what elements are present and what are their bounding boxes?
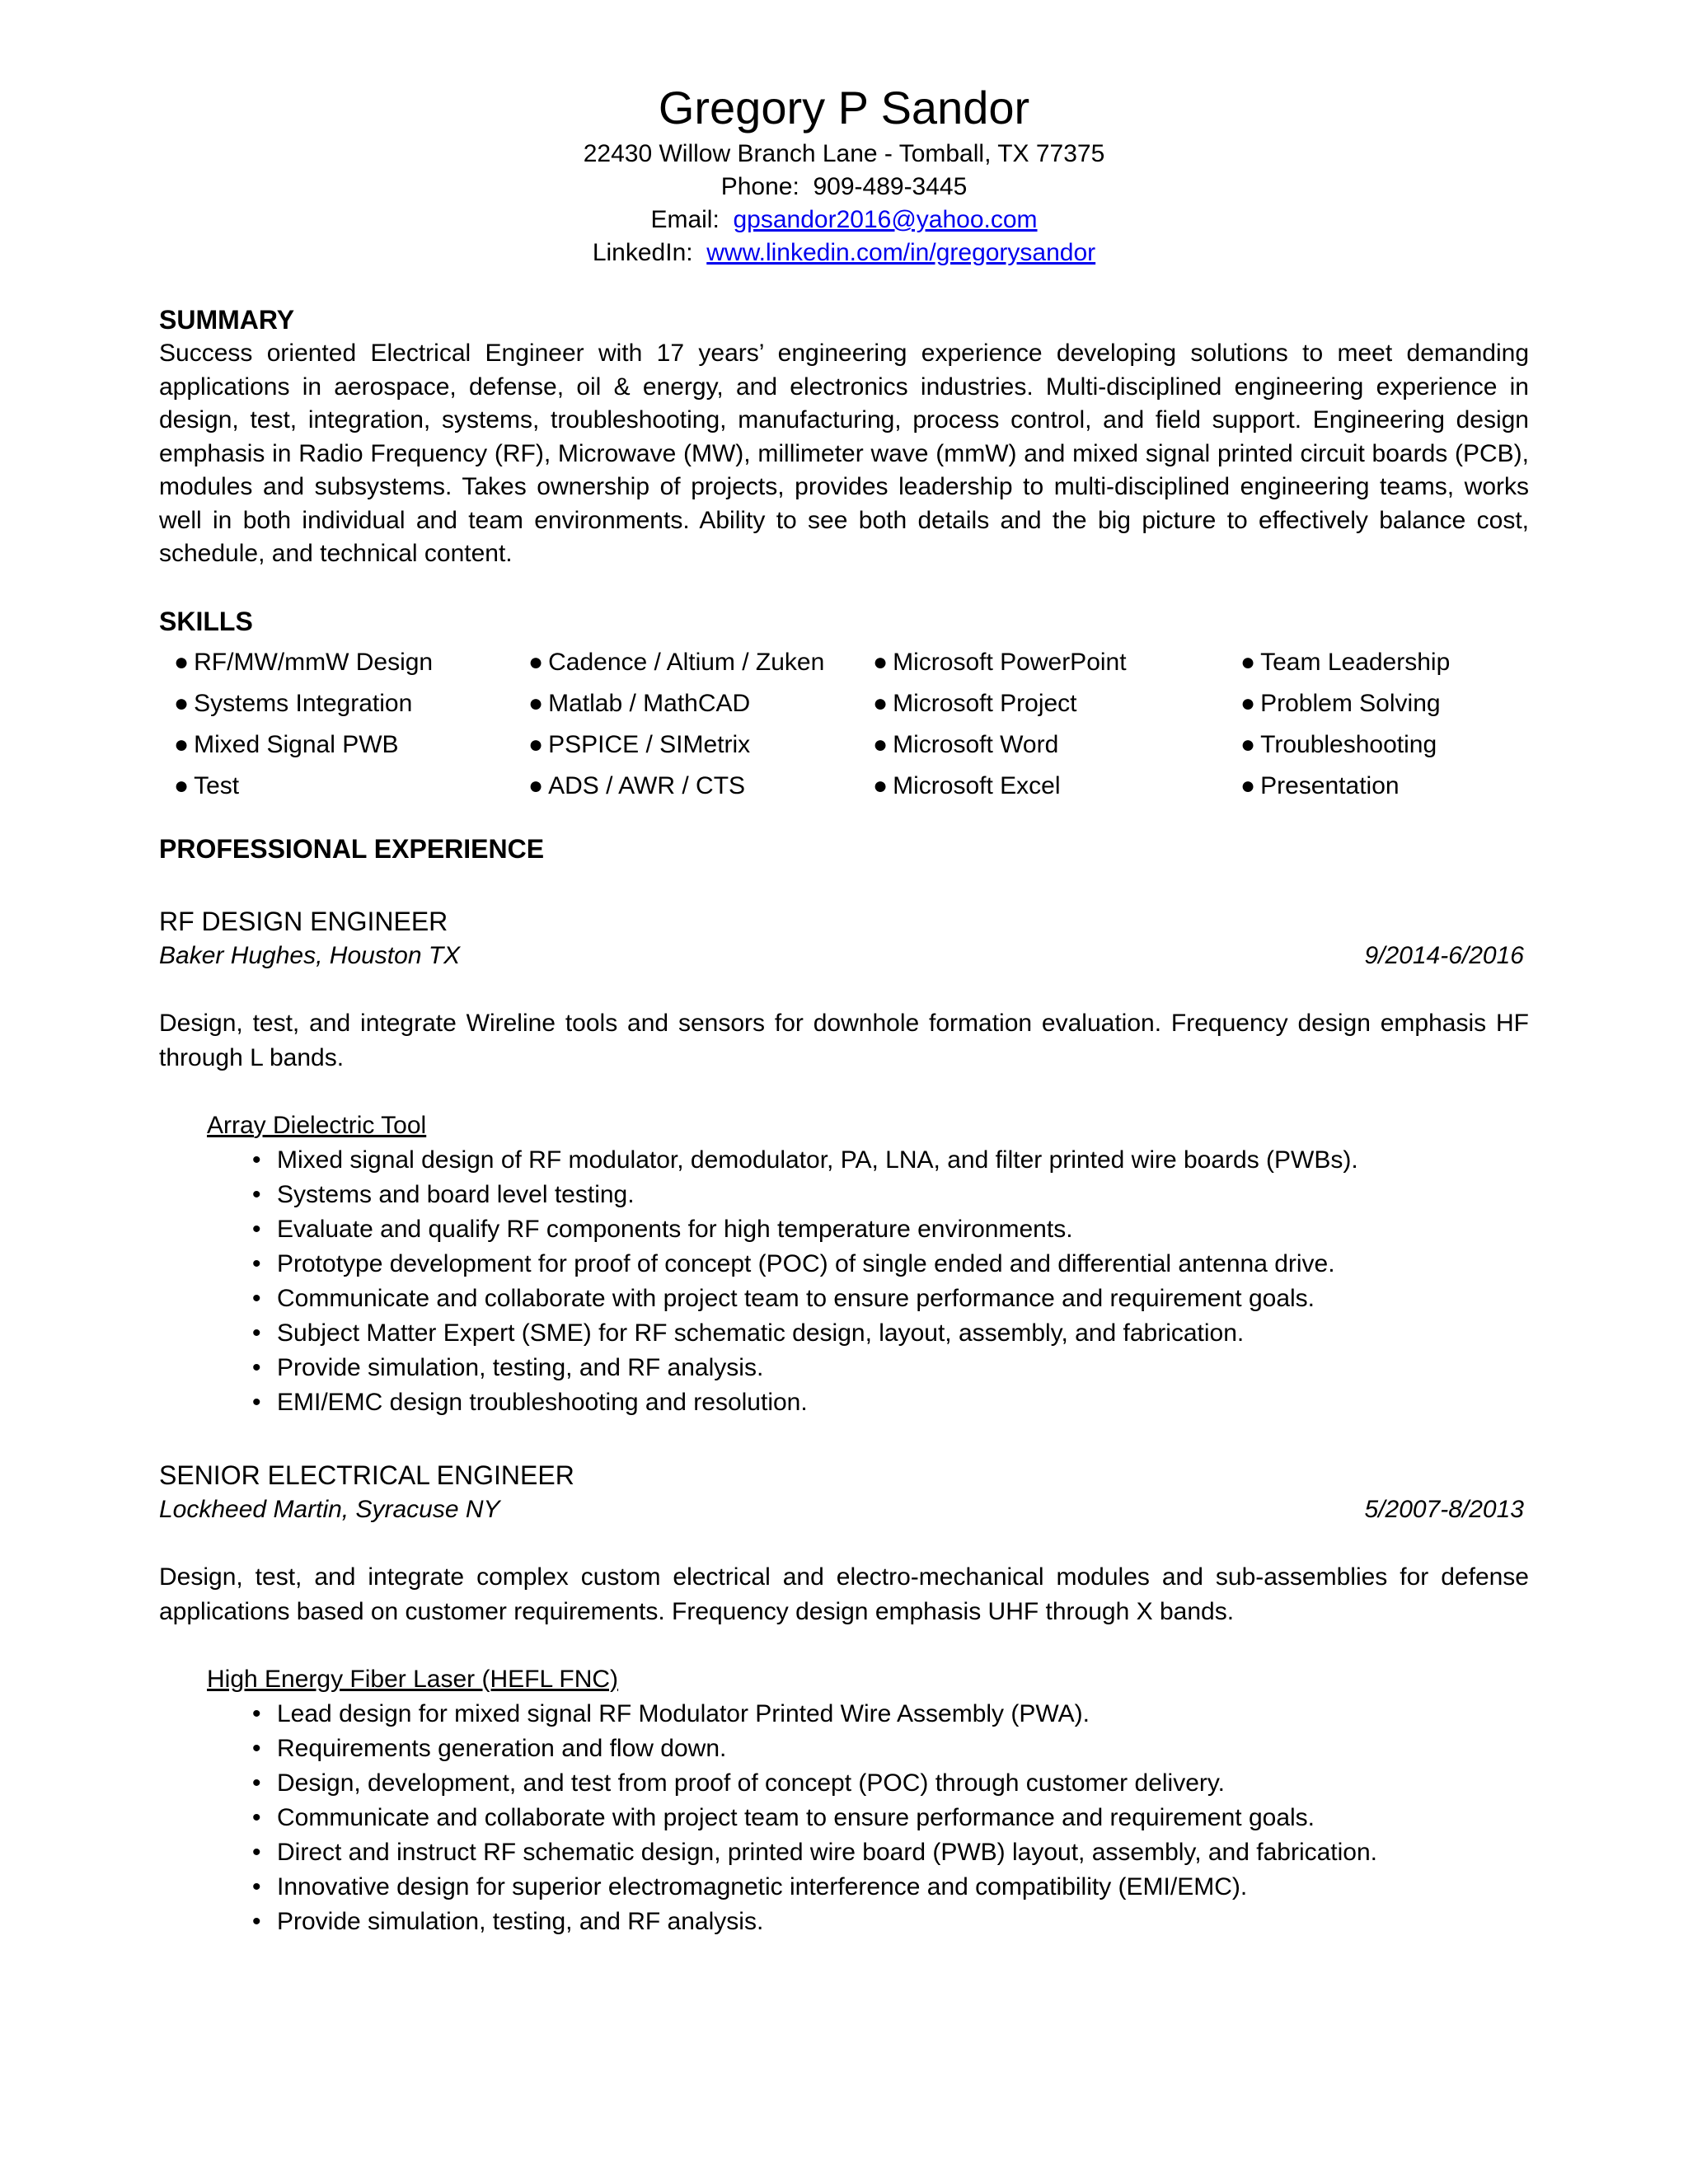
list-item: • Design, development, and test from proof of concept (POC) through customer delivery.	[252, 1766, 1529, 1801]
job-entry	[159, 904, 1529, 1420]
skills-grid	[159, 642, 1529, 807]
email-line	[159, 204, 1529, 237]
list-item: • Lead design for mixed signal RF Modulator Printed Wire Assembly (PWA).	[252, 1697, 1529, 1732]
job-dates: 5/2007-8/2013	[1364, 1495, 1524, 1523]
resume-page	[159, 78, 1529, 1939]
bullet-list	[207, 1143, 1529, 1420]
bullet-icon: •	[252, 1215, 261, 1243]
bullet-icon: ●	[873, 648, 889, 676]
summary-text: Success oriented Electrical Engineer with 17 years’ engineering experience developing solutions to meet demanding applications in aerospace, defense, oil & energy, and electronics industries. Multi-disciplined engineering experience in design, test, integration, systems, troubleshooting, manufacturing, process control, and field support. Engineering design emphasis in Radio Frequency (RF), Microwave (MW), millimeter wave (mmW) and mixed signal printed circuit boards (PCB), modules and subsystems. Takes ownership of projects, provides leadership to multi-disciplined engineering teams, works well in both individual and team environments. Ability to see both details and the big picture to effectively balance cost, schedule, and technical content.	[159, 340, 1529, 567]
bullet-icon: •	[252, 1249, 261, 1277]
linkedin-line	[159, 237, 1529, 269]
list-item: • EMI/EMC design troubleshooting and resolution.	[252, 1385, 1529, 1420]
skill-item: ● Team Leadership	[1240, 648, 1451, 676]
skill-item: ● Matlab / MathCAD	[528, 689, 751, 717]
email-label: Email:	[650, 206, 720, 233]
skill-item: ● PSPICE / SIMetrix	[528, 730, 751, 758]
bullet-icon: •	[252, 1803, 261, 1831]
linkedin-label: LinkedIn:	[592, 239, 693, 266]
list-item: • Evaluate and qualify RF components for high temperature environments.	[252, 1212, 1529, 1247]
bullet-icon: •	[252, 1146, 261, 1174]
bullet-icon: •	[252, 1872, 261, 1900]
skill-item: ● ADS / AWR / CTS	[528, 771, 746, 799]
job-dates: 9/2014-6/2016	[1364, 941, 1524, 969]
project-name: Array Dielectric Tool	[207, 1111, 427, 1139]
job-title: RF DESIGN ENGINEER	[159, 906, 448, 936]
skill-item: ● Presentation	[1240, 771, 1400, 799]
skill-item: ● Microsoft Word	[873, 730, 1059, 758]
bullet-icon: •	[252, 1769, 261, 1797]
bullet-icon: •	[252, 1838, 261, 1866]
resume-header	[159, 78, 1529, 269]
skill-item: ● Troubleshooting	[1240, 730, 1437, 758]
list-item: • Communicate and collaborate with project team to ensure performance and requirement goals.	[252, 1801, 1529, 1835]
phone-number: 909-489-3445	[813, 173, 968, 200]
candidate-name: Gregory P Sandor	[658, 82, 1030, 134]
skill-item: ● Microsoft PowerPoint	[873, 648, 1127, 676]
list-item: • Subject Matter Expert (SME) for RF schematic design, layout, assembly, and fabrication.	[252, 1316, 1529, 1351]
bullet-icon: ●	[174, 689, 190, 717]
bullet-icon: •	[252, 1734, 261, 1762]
bullet-list	[207, 1697, 1529, 1939]
skill-item: ● Cadence / Altium / Zuken	[528, 648, 825, 676]
project-name: High Energy Fiber Laser (HEFL FNC)	[207, 1665, 619, 1693]
list-item: • Innovative design for superior electromagnetic interference and compatibility (EMI/EMC).	[252, 1870, 1529, 1905]
project-block	[207, 1108, 1529, 1420]
bullet-icon: •	[252, 1388, 261, 1416]
bullet-icon: •	[252, 1284, 261, 1312]
list-item: • Prototype development for proof of concept (POC) of single ended and differential antenna drive.	[252, 1247, 1529, 1282]
bullet-icon: ●	[174, 730, 190, 758]
list-item: • Requirements generation and flow down.	[252, 1732, 1529, 1766]
skill-item: ● RF/MW/mmW Design	[174, 648, 434, 676]
skill-item: ● Problem Solving	[1240, 689, 1441, 717]
list-item: • Provide simulation, testing, and RF analysis.	[252, 1351, 1529, 1385]
skill-item: ● Systems Integration	[174, 689, 413, 717]
address: 22430 Willow Branch Lane - Tomball, TX 77375	[583, 140, 1105, 167]
bullet-icon: ●	[1240, 648, 1256, 676]
bullet-icon: ●	[528, 730, 544, 758]
skill-item: ● Test	[174, 771, 240, 799]
project-block	[207, 1662, 1529, 1939]
list-item: • Provide simulation, testing, and RF analysis.	[252, 1905, 1529, 1939]
skill-item: ● Microsoft Project	[873, 689, 1077, 717]
experience-heading: PROFESSIONAL EXPERIENCE	[159, 833, 545, 864]
bullet-icon: ●	[873, 730, 889, 758]
job-company-line	[159, 939, 1529, 973]
bullet-icon: •	[252, 1180, 261, 1208]
bullet-icon: ●	[1240, 730, 1256, 758]
job-description: Design, test, and integrate Wireline tools and sensors for downhole formation evaluation. Frequency design emphasis HF through L bands.	[159, 1009, 1529, 1071]
summary-heading: SUMMARY	[159, 305, 295, 335]
job-title: SENIOR ELECTRICAL ENGINEER	[159, 1460, 574, 1490]
bullet-icon: ●	[873, 771, 889, 799]
job-company: Baker Hughes, Houston TX	[159, 941, 461, 969]
bullet-icon: •	[252, 1353, 261, 1381]
list-item: • Systems and board level testing.	[252, 1178, 1529, 1212]
phone-line	[159, 171, 1529, 204]
bullet-icon: ●	[528, 648, 544, 676]
bullet-icon: •	[252, 1319, 261, 1347]
bullet-icon: ●	[528, 771, 544, 799]
job-company-line	[159, 1493, 1529, 1527]
job-company: Lockheed Martin, Syracuse NY	[159, 1495, 500, 1523]
list-item: • Mixed signal design of RF modulator, demodulator, PA, LNA, and filter printed wire boards (PWBs).	[252, 1143, 1529, 1178]
bullet-icon: ●	[1240, 771, 1256, 799]
job-entry	[159, 1458, 1529, 1939]
job-description: Design, test, and integrate complex custom electrical and electro-mechanical modules and sub-assemblies for defense applications based on customer requirements. Frequency design emphasis UHF through X bands.	[159, 1563, 1529, 1625]
list-item: • Communicate and collaborate with project team to ensure performance and requirement goals.	[252, 1282, 1529, 1316]
bullet-icon: ●	[174, 771, 190, 799]
skill-item: ● Microsoft Excel	[873, 771, 1061, 799]
bullet-icon: ●	[873, 689, 889, 717]
bullet-icon: ●	[174, 648, 190, 676]
skills-heading: SKILLS	[159, 606, 253, 636]
skill-item: ● Mixed Signal PWB	[174, 730, 399, 758]
bullet-icon: •	[252, 1699, 261, 1727]
bullet-icon: ●	[528, 689, 544, 717]
bullet-icon: •	[252, 1907, 261, 1935]
linkedin-link[interactable]: www.linkedin.com/in/gregorysandor	[706, 239, 1096, 266]
email-link[interactable]: gpsandor2016@yahoo.com	[733, 206, 1038, 233]
list-item: • Direct and instruct RF schematic design, printed wire board (PWB) layout, assembly, and fabrication.	[252, 1835, 1529, 1870]
phone-label: Phone:	[720, 173, 799, 200]
bullet-icon: ●	[1240, 689, 1256, 717]
